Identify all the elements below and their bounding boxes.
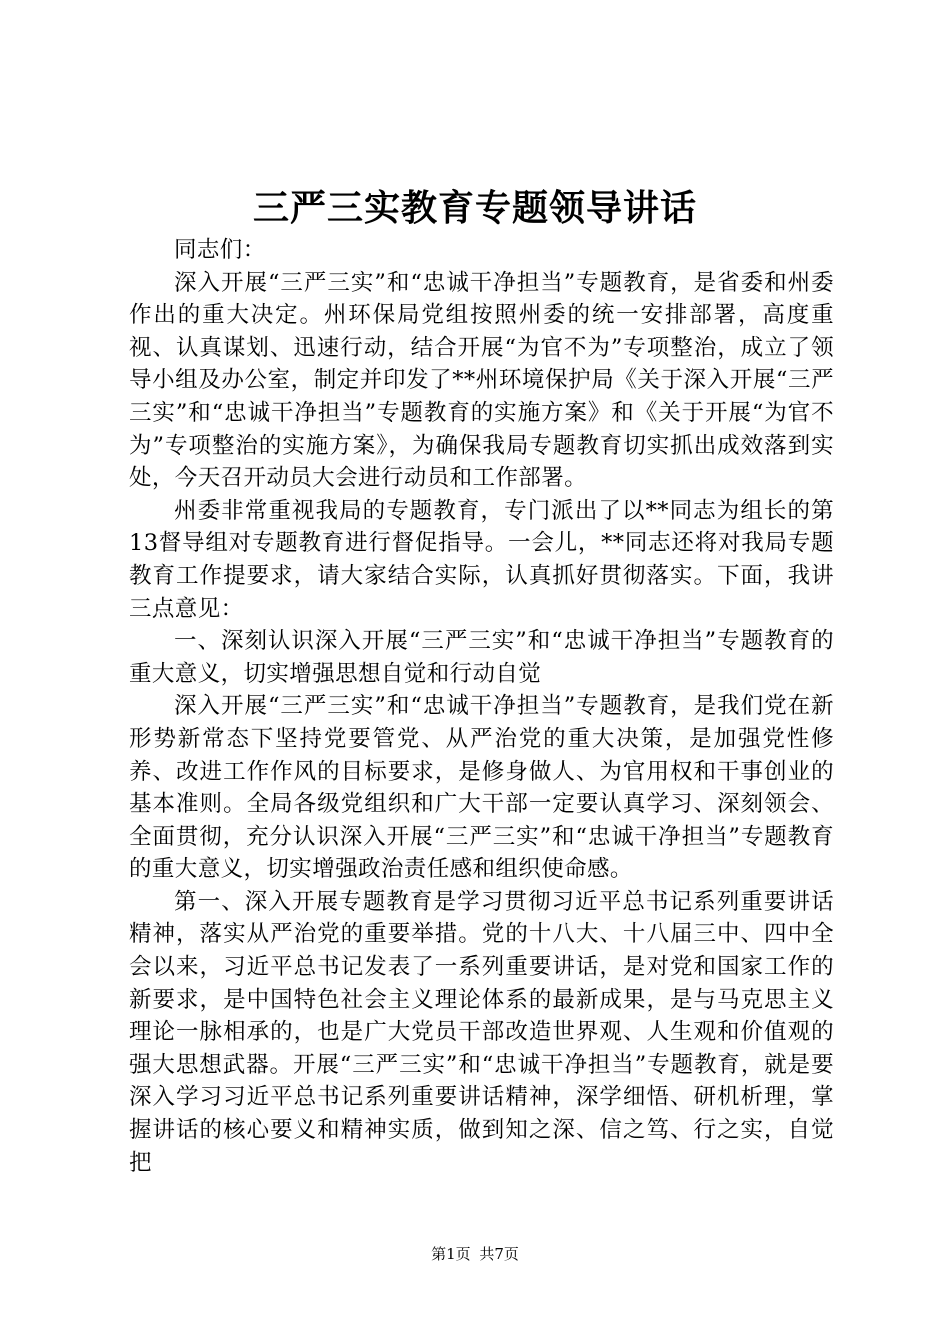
page-footer: [0, 1244, 950, 1264]
document-title: 三严三实教育专题领导讲话: [252, 187, 697, 229]
paragraph: 深入开展“三严三实”和“忠诚干净担当”专题教育，是我们党在新形势新常态下坚持党要管党、从严治党的重大决策，是加强党性修养、改进工作作风的目标要求，是修身做人、为官用权和干事创业的基本准则。全局各级党组织和广大干部一定要认真学习、深刻领会、全面贯彻，充分认识深入开展“三严三实”和“忠诚干净担当”专题教育的重大意义，切实增强政治责任感和组织使命感。: [129, 693, 834, 883]
paragraph: 州委非常重视我局的专题教育，专门派出了以**同志为组长的第13督导组对专题教育进行督促指导。一会儿，**同志还将对我局专题教育工作提要求，请大家结合实际，认真抓好贯彻落实。下面，我讲三点意见：: [129, 497, 834, 622]
salutation: 同志们：: [174, 237, 266, 263]
page-number: 第1页: [431, 1245, 471, 1263]
page-total: 共7页: [479, 1245, 519, 1263]
document-body: [129, 234, 834, 1179]
section-heading: 一、深刻认识深入开展“三严三实”和“忠诚干净担当”专题教育的重大意义，切实增强思想自觉和行动自觉: [129, 628, 834, 687]
paragraph: 第一、深入开展专题教育是学习贯彻习近平总书记系列重要讲话精神，落实从严治党的重要举措。党的十八大、十八届三中、四中全会以来，习近平总书记发表了一系列重要讲话，是对党和国家工作的新要求，是中国特色社会主义理论体系的最新成果，是与马克思主义理论一脉相承的，也是广大党员干部改造世界观、人生观和价值观的强大思想武器。开展“三严三实”和“忠诚干净担当”专题教育，就是要深入学习习近平总书记系列重要讲话精神，深学细悟、研机析理，掌握讲话的核心要义和精神实质，做到知之深、信之笃、行之实，自觉把: [129, 888, 834, 1176]
paragraph: 深入开展“三严三实”和“忠诚干净担当”专题教育，是省委和州委作出的重大决定。州环保局党组按照州委的统一安排部署，高度重视、认真谋划、迅速行动，结合开展“为官不为”专项整治，成立了领导小组及办公室，制定并印发了**州环境保护局《关于深入开展“三严三实”和“忠诚干净担当”专题教育的实施方案》和《关于开展“为官不为”专项整治的实施方案》，为确保我局专题教育切实抓出成效落到实处，今天召开动员大会进行动员和工作部署。: [129, 269, 834, 492]
